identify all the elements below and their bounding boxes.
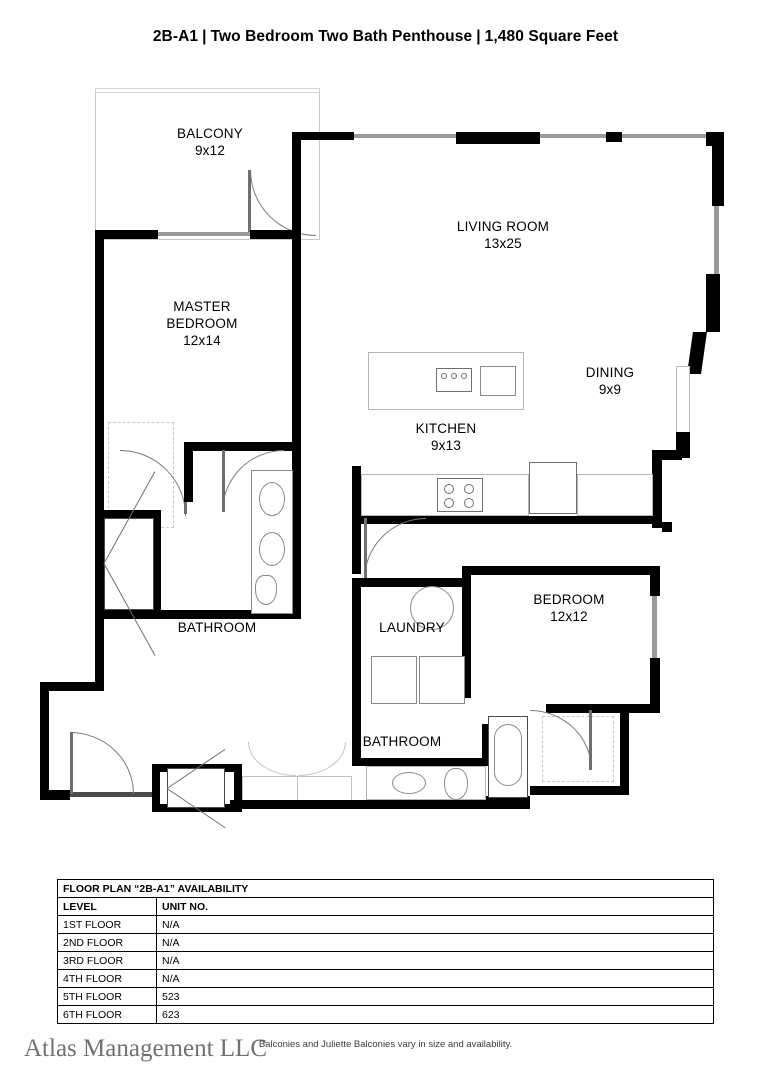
room-label-balcony [135,125,285,159]
room-label-bedroom-2 [505,591,633,625]
watermark-text: Atlas Management LLC [24,1035,267,1062]
wall-bed2-right-lower [650,658,660,710]
wall-right-mid [706,274,720,332]
bathroom2-name: BATHROOM [362,734,442,749]
bath2-tub-basin [494,724,522,786]
bathroom-master-name: BATHROOM [177,620,257,635]
range-burner-1 [444,484,454,494]
window-living-top-1 [354,134,456,138]
unit-cell: 623 [157,1006,714,1024]
table-row [58,1006,714,1024]
window-right-1 [714,206,719,274]
master-bedroom-dims: 12x14 [183,333,221,348]
kitchen-counter-right [577,474,653,516]
wall-living-top-left [292,132,354,140]
title-separator-2: | [476,28,481,45]
window-master-top [158,232,250,236]
room-label-laundry [357,619,467,636]
kitchen-dims: 9x13 [430,438,462,453]
master-shower-stall [104,518,154,610]
master-bedroom-name-1: MASTER [173,299,231,314]
wall-entry-bottom-left [40,790,70,800]
cooktop-burner-2 [451,373,457,379]
level-cell: 6TH FLOOR [58,1006,157,1024]
washer [371,656,417,704]
bath2-counter [366,766,486,800]
master-bath-door-arc [222,450,284,512]
cooktop-burner-3 [461,373,467,379]
page-title [0,28,771,46]
cooktop-burner-1 [441,373,447,379]
wall-bed2-top [462,566,658,575]
plan-area: 1,480 Square Feet [484,28,619,45]
wall-bath1-top-seg [184,442,193,502]
wall-living-top-right [606,132,622,142]
entry-closet-arc-left [248,742,296,776]
table-row [58,934,714,952]
level-cell: 5TH FLOOR [58,988,157,1006]
entry-door-leaf [70,732,73,794]
wall-bed2-bottom [546,704,660,713]
table-row [58,970,714,988]
table-row [58,916,714,934]
master-sink-basin-2 [259,532,285,566]
unit-cell: N/A [157,970,714,988]
wall-dining-bottom [652,450,682,460]
wall-kitchen-bottom [352,516,662,524]
room-label-bathroom-master [157,619,277,636]
master-door-arc [120,450,186,516]
level-cell: 4TH FLOOR [58,970,157,988]
living-room-dims: 13x25 [484,236,522,251]
title-separator-1: | [202,28,207,45]
bay-window-frame [676,366,690,438]
range-burner-3 [444,498,454,508]
kitchen-door-arc [364,518,426,580]
wall-bath1-right [292,450,301,618]
master-bath-door-leaf [222,450,225,512]
room-label-master-bedroom [128,298,276,349]
wall-master-right [292,380,301,450]
column-header-unit: UNIT NO. [157,898,714,916]
unit-cell: 523 [157,988,714,1006]
window-bed2-right [652,596,657,658]
unit-cell: N/A [157,934,714,952]
bath2-toilet [444,768,468,800]
room-label-kitchen [378,420,514,454]
bedroom2-door-leaf [589,710,592,770]
wall-living-top-mid [456,132,540,144]
floor-plan-drawing [0,70,771,860]
kitchen-island-sink [480,366,516,396]
wall-hall-top [40,682,104,691]
wall-right-upper [712,146,724,206]
balcony-dims: 9x12 [194,143,226,158]
wall-right-angled [687,332,707,374]
dryer [419,656,465,704]
laundry-name: LAUNDRY [379,620,445,635]
wall-living-corner-ne [706,132,724,146]
wall-dining-divider [662,522,672,532]
living-room-name: LIVING ROOM [456,219,550,234]
column-header-level: LEVEL [58,898,157,916]
balcony-inner-edge [95,88,320,93]
level-cell: 3RD FLOOR [58,952,157,970]
wall-bed2-closet-right [620,710,629,790]
availability-header-row [58,898,714,916]
availability-caption-row [58,880,714,898]
footnote-text: Balconies and Juliette Balconies vary in size and availability. [258,1039,513,1050]
kitchen-range [437,478,483,512]
unit-cell: N/A [157,952,714,970]
table-row [58,988,714,1006]
availability-table-body [58,880,714,1024]
kitchen-refrigerator [529,462,577,514]
wall-bed2-left [462,574,471,614]
master-toilet [255,575,277,605]
wall-laundry-top [352,578,470,587]
dining-dims: 9x9 [598,382,622,397]
kitchen-island-cooktop [436,368,472,392]
availability-table [57,879,714,1024]
level-cell: 1ST FLOOR [58,916,157,934]
level-cell: 2ND FLOOR [58,934,157,952]
window-living-top-3 [622,134,706,138]
plan-description: Two Bedroom Two Bath Penthouse [210,28,473,45]
plan-code: 2B-A1 [152,28,199,45]
kitchen-name: KITCHEN [415,421,477,436]
bedroom2-dims: 12x12 [550,609,588,624]
wall-hall-left [40,682,49,798]
wall-master-left [95,230,104,690]
wall-bed2-right-upper [650,566,660,596]
wall-master-top-right [250,230,301,239]
entry-door-arc [70,732,134,794]
table-row [58,952,714,970]
range-burner-2 [464,484,474,494]
entry-closet-divider [297,776,298,802]
wall-master-top [95,230,158,239]
balcony-name: BALCONY [177,126,243,141]
lower-shower-stall [167,768,225,808]
window-living-top-2 [540,134,606,138]
room-label-dining [546,364,674,398]
balcony-door-leaf [248,170,251,236]
wall-living-left [292,132,301,240]
wall-bed2-closet-bottom [530,786,629,795]
bedroom2-name: BEDROOM [533,592,605,607]
bath2-sink-basin [392,772,426,794]
availability-caption: FLOOR PLAN “2B-A1” AVAILABILITY [58,880,714,898]
dining-name: DINING [585,365,635,380]
kitchen-door-leaf [364,518,367,580]
room-label-living-room [425,218,581,252]
unit-cell: N/A [157,916,714,934]
master-bedroom-name-2: BEDROOM [166,316,238,331]
wall-bath2-top [352,758,482,766]
room-label-bathroom-2 [322,733,482,750]
range-burner-4 [464,498,474,508]
